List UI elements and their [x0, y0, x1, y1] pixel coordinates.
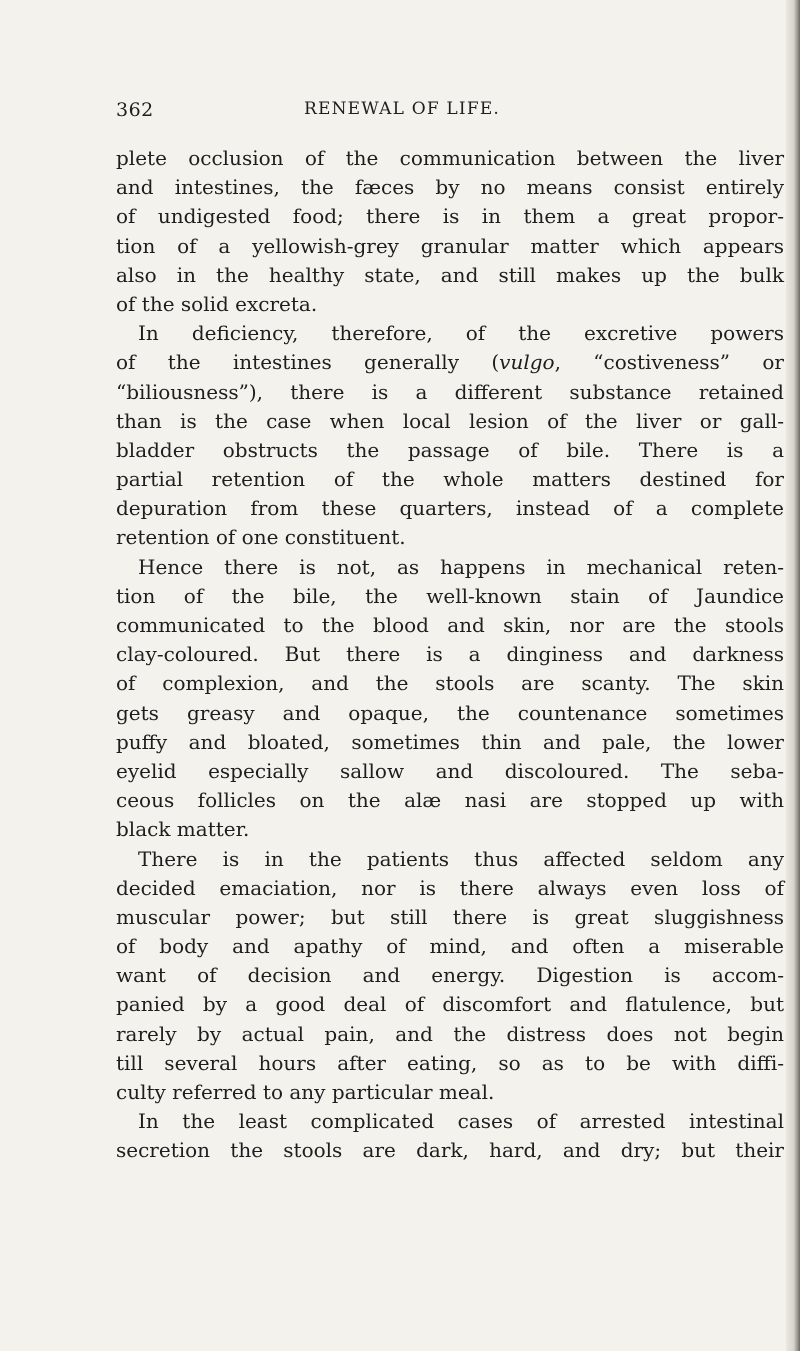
text-line: of the intestines generally (vulgo, “costiveness” or — [116, 350, 784, 375]
text-line: eyelid especially sallow and discoloured. The seba- — [116, 758, 784, 783]
text-line: tion of the bile, the well-known stain of Jaundice — [116, 583, 784, 608]
page-edge-shadow — [786, 0, 800, 1351]
text-line: clay-coloured. But there is a dinginess and darkness — [116, 642, 784, 667]
text-line: culty referred to any particular meal. — [116, 1080, 495, 1104]
text-line: “biliousness”), there is a different substance retained — [116, 379, 784, 404]
text-line: and intestines, the fæces by no means consist entirely — [116, 175, 784, 200]
text-line: depuration from these quarters, instead of a complete — [116, 496, 784, 521]
italic-term: vulgo — [499, 350, 555, 375]
text-line: of complexion, and the stools are scanty. The skin — [116, 671, 784, 696]
text-line: muscular power; but still there is great sluggishness — [116, 904, 784, 929]
text-line: secretion the stools are dark, hard, and dry; but their — [116, 1138, 784, 1163]
text-line: plete occlusion of the communication between the liver — [116, 146, 784, 170]
page-number: 362 — [116, 99, 154, 121]
text-line: black matter. — [116, 817, 250, 842]
text-line: tion of a yellowish-grey granular matter which appears — [116, 233, 784, 258]
text-line: also in the healthy state, and still makes up the bulk — [116, 262, 784, 287]
running-title: RENEWAL OF LIFE. — [304, 99, 501, 119]
body-text — [116, 144, 784, 1166]
text-line: In the least complicated cases of arrested intestinal — [138, 1109, 784, 1134]
text-line: of the solid excreta. — [116, 291, 318, 316]
text-line: gets greasy and opaque, the countenance sometimes — [116, 700, 784, 725]
text-line: bladder obstructs the passage of bile. There is a — [116, 437, 784, 462]
text-line: than is the case when local lesion of the liver or gall- — [116, 408, 784, 433]
text-line: ceous follicles on the alæ nasi are stopped up with — [116, 788, 784, 813]
text-line: till several hours after eating, so as to be with diffi- — [116, 1050, 784, 1075]
text-line: rarely by actual pain, and the distress does not begin — [116, 1021, 784, 1046]
text-line: communicated to the blood and skin, nor are the stools — [116, 613, 784, 637]
text-line: panied by a good deal of discomfort and flatulence, but — [116, 992, 784, 1017]
text-line: retention of one constituent. — [116, 525, 406, 550]
text-line: There is in the patients thus affected seldom any — [138, 846, 784, 871]
text-line: of undigested food; there is in them a great propor- — [116, 204, 784, 229]
running-head — [116, 99, 776, 131]
text-line: decided emaciation, nor is there always even loss of — [116, 875, 784, 900]
text-line: partial retention of the whole matters destined for — [116, 467, 784, 492]
text-line: Hence there is not, as happens in mechanical reten- — [138, 554, 784, 579]
text-line: In deficiency, therefore, of the excretive powers — [138, 321, 784, 346]
text-line: of body and apathy of mind, and often a miserable — [116, 934, 784, 959]
text-line: want of decision and energy. Digestion is accom- — [116, 963, 784, 988]
text-line: puffy and bloated, sometimes thin and pale, the lower — [116, 729, 784, 754]
